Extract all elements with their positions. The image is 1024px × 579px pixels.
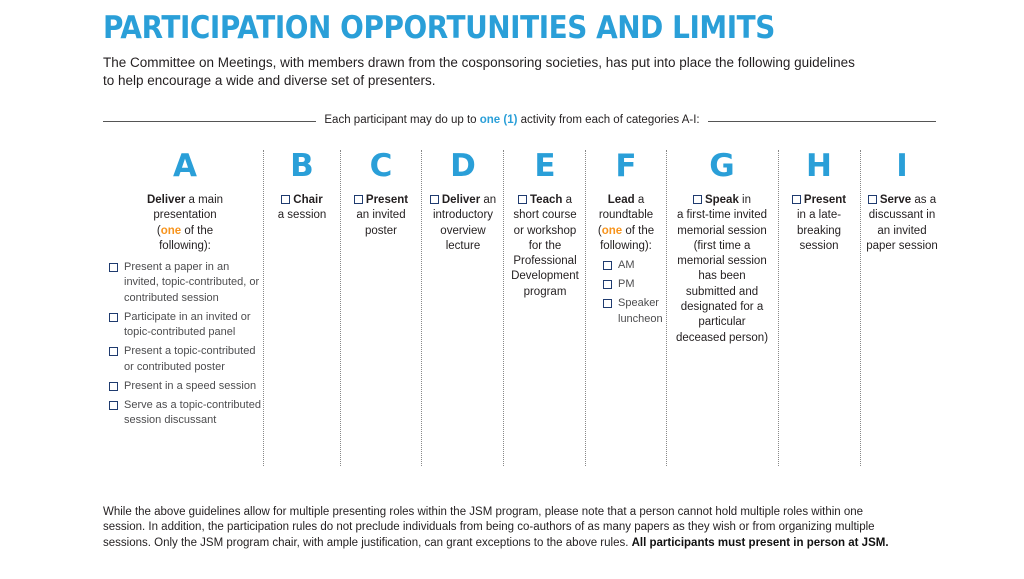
category-f-orange: one [601, 224, 623, 237]
category-b-letter: B [290, 148, 314, 184]
category-f-bold: Lead [607, 194, 635, 206]
category-a-bold: Deliver [146, 194, 186, 206]
checkbox-icon[interactable] [603, 299, 612, 308]
option-item[interactable] [109, 379, 261, 394]
rule-line-left [103, 121, 316, 122]
option-label: AM [618, 259, 635, 272]
category-c-text [352, 193, 410, 239]
category-c-letter: C [369, 148, 393, 184]
category-i-bold: Serve [879, 194, 912, 206]
category-h-rest: in a late-breaking session [796, 209, 842, 252]
option-label: PM [618, 278, 635, 291]
category-f-letter: F [615, 148, 637, 184]
footer-text: While the above guidelines allow for multiple presenting roles within the JSM program, please note that a person cannot hold multiple roles within one session. In addition, the participation rules do not preclude individuals from being co-authors of as many papers as they wish or from organizing multiple sessions. Only the JSM program chair, with ample justification, can grant exceptions to the above rules. [103, 506, 875, 549]
column-separator [666, 150, 667, 466]
checkbox-icon[interactable] [109, 347, 118, 356]
category-a-heading [109, 193, 261, 254]
option-item[interactable] [109, 398, 261, 429]
category-a-paren-rest: of the following): [159, 224, 214, 252]
column-separator [585, 150, 586, 466]
option-item[interactable] [109, 310, 261, 341]
category-g-letter: G [709, 148, 735, 184]
rule-suffix: activity from each of categories A-I: [517, 114, 700, 126]
category-a-orange: one [160, 224, 182, 237]
footer-note [103, 505, 903, 551]
category-a-letter: A [173, 148, 197, 184]
checkbox-icon[interactable] [792, 195, 801, 204]
category-f-rest: a roundtable [598, 194, 654, 222]
option-item[interactable] [603, 296, 665, 327]
category-b [264, 150, 340, 466]
category-i-rest: as a discussant in an invited paper session [866, 194, 938, 252]
option-label: Speaker luncheon [618, 297, 663, 325]
category-d-text [425, 193, 501, 254]
checkbox-icon[interactable] [109, 263, 118, 272]
option-label: Present a topic-contributed or contributed poster [124, 345, 256, 373]
category-f-paren-rest: of the following): [600, 224, 655, 252]
option-label: Participate in an invited or topic-contributed panel [124, 310, 251, 339]
checkbox-icon[interactable] [603, 261, 612, 270]
rule-prefix: Each participant may do up to [324, 114, 480, 126]
checkbox-icon[interactable] [518, 195, 527, 204]
option-label: Present in a speed session [124, 379, 257, 392]
category-e-letter: E [534, 148, 556, 184]
category-a-options [109, 260, 261, 428]
column-separator [503, 150, 504, 466]
column-separator [340, 150, 341, 466]
category-d-letter: D [450, 148, 476, 184]
category-d [423, 150, 503, 466]
category-c-bold: Present [365, 194, 409, 206]
checkbox-icon[interactable] [693, 195, 702, 204]
rule-text [322, 114, 702, 126]
category-e-text [507, 193, 583, 300]
option-item[interactable] [603, 258, 665, 273]
checkbox-icon[interactable] [109, 401, 118, 410]
option-label: Present a paper in an invited, topic-contributed, or contributed session [124, 261, 260, 304]
column-separator [421, 150, 422, 466]
category-e-rest: a short course or workshop for the Professional Development program [511, 194, 579, 298]
category-b-rest: a session [277, 209, 327, 222]
category-e-bold: Teach [530, 194, 563, 206]
rule-highlight: one (1) [479, 114, 518, 126]
category-d-bold: Deliver [441, 194, 481, 206]
category-f-options [587, 258, 665, 327]
checkbox-icon[interactable] [281, 195, 290, 204]
category-h-text [790, 193, 848, 254]
category-h-bold: Present [803, 194, 847, 206]
category-g-text [672, 193, 772, 346]
category-c [342, 150, 420, 466]
option-item[interactable] [109, 344, 261, 375]
category-f [587, 150, 665, 466]
category-g-bold: Speak [704, 194, 739, 206]
checkbox-icon[interactable] [354, 195, 363, 204]
column-separator [778, 150, 779, 466]
category-h-letter: H [806, 148, 832, 184]
category-g [668, 150, 776, 466]
option-item[interactable] [603, 277, 665, 292]
category-a-paren-open: ( [156, 224, 161, 237]
checkbox-icon[interactable] [868, 195, 877, 204]
rule-line-right [708, 121, 936, 122]
checkbox-icon[interactable] [430, 195, 439, 204]
category-i-letter: I [896, 148, 908, 184]
category-i [862, 150, 942, 466]
checkbox-icon[interactable] [603, 280, 612, 289]
column-separator [860, 150, 861, 466]
category-i-text [866, 193, 938, 254]
category-g-rest: in [738, 194, 752, 206]
category-b-bold: Chair [293, 194, 323, 206]
checkbox-icon[interactable] [109, 313, 118, 322]
category-b-text [264, 193, 340, 224]
category-d-rest: an introductory overview lecture [432, 194, 497, 252]
category-c-rest: an invited poster [356, 209, 406, 237]
category-f-paren-open: ( [597, 224, 602, 237]
option-label: Serve as a topic-contributed session discussant [124, 398, 261, 427]
page-title: PARTICIPATION OPPORTUNITIES AND LIMITS [103, 10, 775, 46]
category-a [103, 150, 261, 466]
category-e [505, 150, 585, 466]
option-item[interactable] [109, 260, 261, 306]
checkbox-icon[interactable] [109, 382, 118, 391]
footer-emphasis: All participants must present in person at JSM. [631, 536, 889, 549]
intro-paragraph: The Committee on Meetings, with members drawn from the cosponsoring societies, has put into place the following guidelines to help encourage a wide and diverse set of presenters. [103, 55, 855, 88]
category-h [780, 150, 858, 466]
category-g-line2: a first-time invited memorial session (first time a memorial session has been submitted and designated for a particular deceased person) [675, 209, 769, 344]
category-a-rest: a main presentation [153, 194, 224, 222]
category-f-heading [587, 193, 665, 254]
